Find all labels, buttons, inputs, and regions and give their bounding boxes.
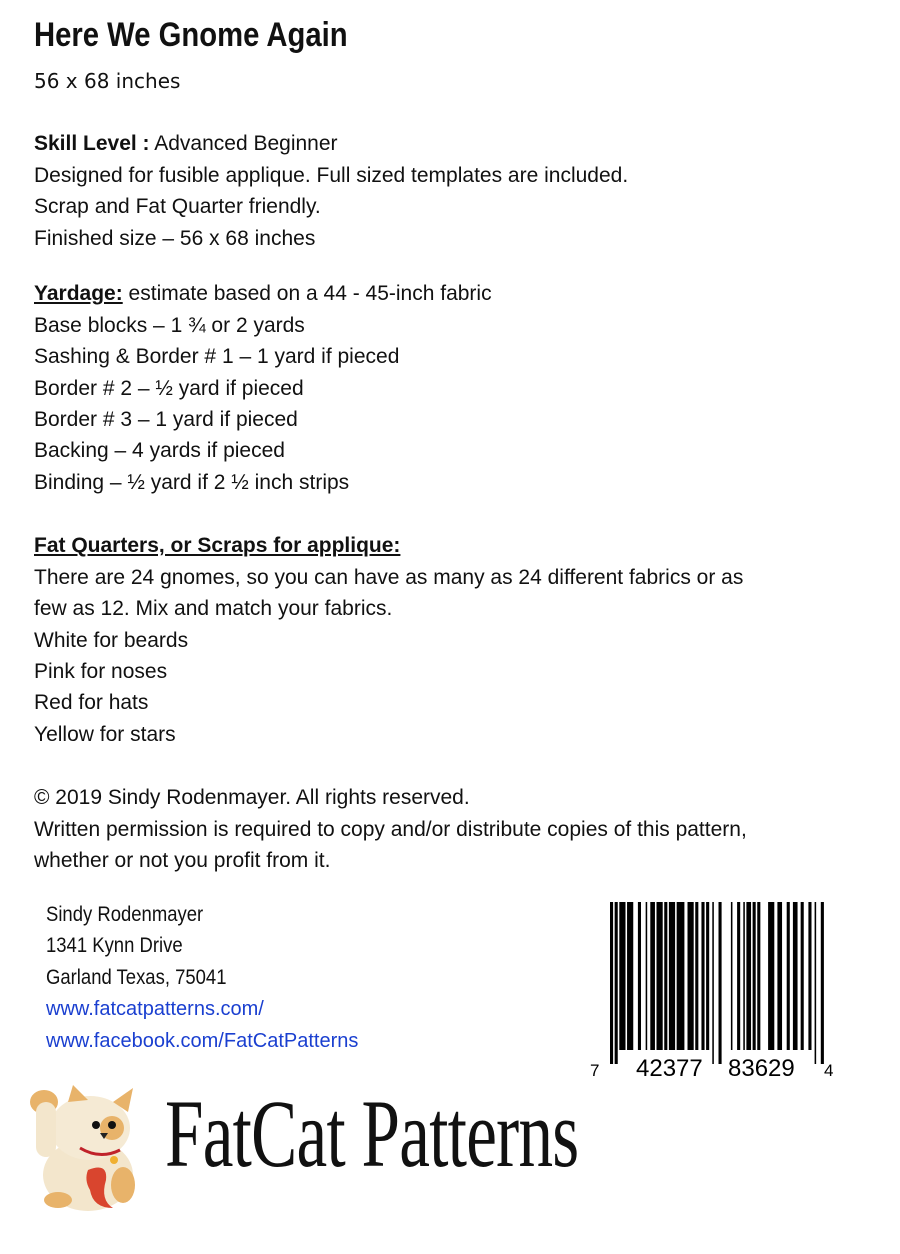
fat-quarters-heading: Fat Quarters, or Scraps for applique:	[34, 534, 401, 557]
barcode-bar	[801, 902, 804, 1050]
skill-level-value: Advanced Beginner	[149, 132, 338, 155]
yardage-label: Yardage:	[34, 282, 123, 305]
barcode-digit-last: 4	[824, 1061, 834, 1080]
address-name: Sindy Rodenmayer	[46, 903, 204, 926]
barcode-bar	[753, 902, 756, 1050]
address-street: 1341 Kynn Drive	[46, 934, 183, 957]
logo-text: FatCat Patterns	[165, 1080, 579, 1187]
yardage-item: Border # 3 – 1 yard if pieced	[34, 408, 298, 431]
cat-logo-icon	[28, 1080, 143, 1215]
barcode-bar	[638, 902, 641, 1050]
intro-line: Finished size – 56 x 68 inches	[34, 227, 316, 250]
copyright-line: whether or not you profit from it.	[34, 849, 331, 872]
barcode-bar	[793, 902, 798, 1050]
barcode-bar	[787, 902, 790, 1050]
barcode-bar	[768, 902, 774, 1050]
copyright-line: © 2019 Sindy Rodenmayer. All rights reserved.	[34, 786, 470, 809]
address-city: Garland Texas, 75041	[46, 966, 227, 989]
barcode-bar	[777, 902, 782, 1050]
facebook-link[interactable]: www.facebook.com/FatCatPatterns	[46, 1030, 359, 1052]
barcode-digits-left: 42377	[636, 1055, 703, 1082]
barcode-bar	[712, 902, 714, 1064]
fat-quarters-line: Red for hats	[34, 691, 149, 714]
barcode-bar	[695, 902, 698, 1050]
yardage-note: estimate based on a 44 - 45-inch fabric	[122, 282, 492, 305]
yardage-item: Border # 2 – ½ yard if pieced	[34, 377, 304, 400]
barcode-bar	[808, 902, 811, 1050]
yardage-item: Backing – 4 yards if pieced	[34, 439, 285, 462]
barcode-digits-right: 83629	[728, 1055, 795, 1082]
fat-quarters-line: White for beards	[34, 629, 189, 652]
barcode-bar	[743, 902, 745, 1050]
yardage-heading	[34, 281, 492, 307]
website-link[interactable]: www.fatcatpatterns.com/	[46, 998, 264, 1020]
barcode-bar	[677, 902, 685, 1050]
barcode-bar	[627, 902, 633, 1050]
barcode-bar	[615, 902, 618, 1064]
fat-quarters-line: few as 12. Mix and match your fabrics.	[34, 597, 393, 620]
barcode-bar	[669, 902, 675, 1050]
fat-quarters-line: Yellow for stars	[34, 723, 176, 746]
barcode-bar	[610, 902, 613, 1064]
barcode-bar	[657, 902, 663, 1050]
skill-level-label: Skill Level :	[34, 132, 150, 155]
barcode-bar	[664, 902, 667, 1050]
barcode-bar	[821, 902, 824, 1064]
intro-line: Scrap and Fat Quarter friendly.	[34, 195, 321, 218]
barcode-bar	[737, 902, 740, 1050]
barcode	[588, 898, 838, 1083]
barcode-bar	[719, 902, 722, 1064]
quilt-size: 56 x 68 inches	[34, 69, 181, 93]
copyright-line: Written permission is required to copy and/or distribute copies of this pattern,	[34, 818, 747, 841]
fat-quarters-line: Pink for noses	[34, 660, 168, 683]
skill-level	[34, 131, 338, 157]
yardage-item: Sashing & Border # 1 – 1 yard if pieced	[34, 345, 400, 368]
fat-quarters-line: There are 24 gnomes, so you can have as many as 24 different fabrics or as	[34, 566, 744, 589]
intro-line: Designed for fusible applique. Full sized templates are included.	[34, 164, 629, 187]
barcode-bar	[815, 902, 817, 1064]
page-title: Here We Gnome Again	[34, 16, 348, 54]
barcode-bar	[650, 902, 655, 1050]
barcode-bar	[731, 902, 733, 1050]
barcode-bar	[757, 902, 760, 1050]
barcode-bar	[619, 902, 625, 1050]
barcode-bar	[646, 902, 648, 1050]
barcode-bar	[746, 902, 751, 1050]
yardage-item: Base blocks – 1 ¾ or 2 yards	[34, 314, 305, 337]
barcode-bar	[701, 902, 704, 1050]
barcode-digit-first: 7	[590, 1061, 600, 1080]
barcode-bar	[706, 902, 709, 1050]
yardage-item: Binding – ½ yard if 2 ½ inch strips	[34, 471, 350, 494]
barcode-bar	[688, 902, 694, 1050]
